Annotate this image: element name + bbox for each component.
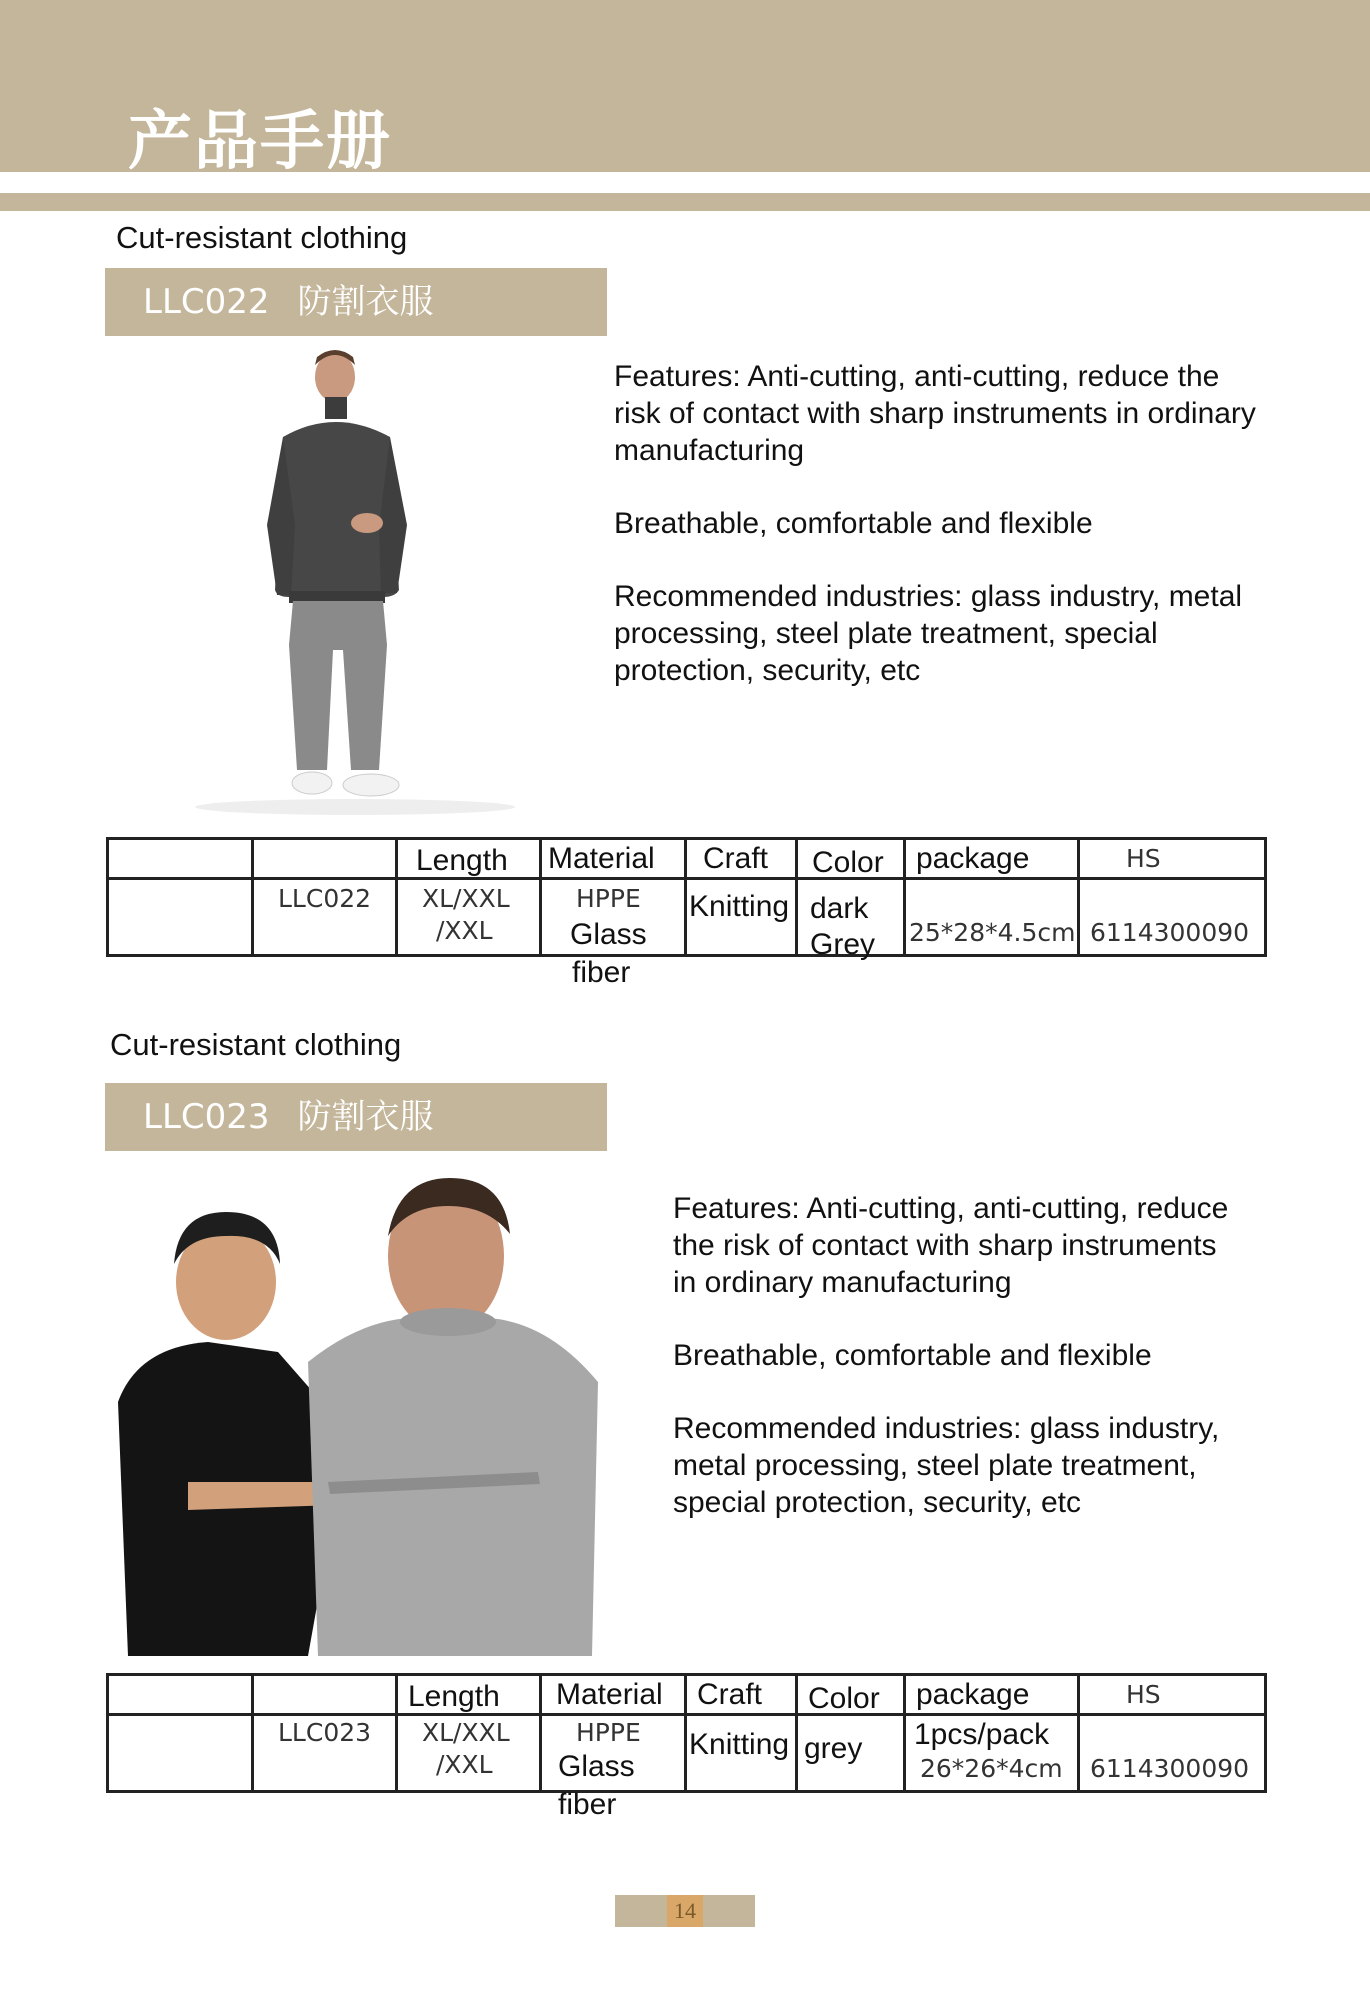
- model-value: LLC023: [278, 1718, 372, 1747]
- color-value-1: grey: [804, 1732, 863, 1765]
- row-material: [541, 1715, 686, 1821]
- benefits-text: Breathable, comfortable and flexible: [614, 507, 1093, 540]
- length-value-2: /XXL: [436, 1750, 493, 1779]
- page-number-box: [615, 1895, 755, 1927]
- page-number: 14: [667, 1895, 703, 1927]
- row-length: [397, 1715, 541, 1792]
- row-package: [905, 1715, 1079, 1792]
- craft-value: Knitting: [689, 890, 790, 923]
- header-color: [797, 839, 905, 879]
- product-description-llc022: [614, 358, 1274, 725]
- color-value-2: Grey: [810, 928, 876, 961]
- header-craft: [686, 1675, 797, 1715]
- header-craft-label: Craft: [703, 842, 769, 875]
- row-craft: [686, 879, 797, 956]
- row-hs: [1079, 879, 1266, 956]
- header-length: [397, 1675, 541, 1715]
- material-value-1: HPPE: [576, 884, 641, 913]
- craft-value: Knitting: [689, 1728, 790, 1761]
- product-code: LLC022: [143, 282, 270, 322]
- material-value-1: HPPE: [576, 1718, 641, 1747]
- header-length: [397, 839, 541, 879]
- row-material: [541, 879, 686, 989]
- section-label-llc022: Cut-resistant clothing: [116, 220, 408, 255]
- header-package-label: package: [916, 1678, 1030, 1711]
- header-material: [541, 1675, 686, 1715]
- model-value: LLC022: [278, 884, 372, 913]
- header-length-label: Length: [408, 1680, 500, 1713]
- header-hs-label: HS: [1126, 844, 1161, 873]
- header-color: [797, 1675, 905, 1715]
- catalog-title: 产品手册: [128, 105, 392, 179]
- header-cell-empty: [108, 839, 253, 879]
- row-color: [797, 879, 905, 961]
- length-value-2: /XXL: [436, 916, 493, 945]
- material-value-2: Glass: [558, 1750, 635, 1783]
- length-value-1: XL/XXL: [422, 884, 510, 913]
- features-text: Features: Anti-cutting, anti-cutting, reduce the risk of contact with sharp instruments in ordinary manufacturing: [673, 1192, 1229, 1299]
- section-label-llc023: Cut-resistant clothing: [110, 1027, 402, 1062]
- header-craft: [686, 839, 797, 879]
- spec-table-llc023: [106, 1673, 1267, 1821]
- header-color-label: Color: [812, 846, 884, 879]
- row-cell-empty: [108, 1715, 253, 1792]
- product-description-llc023: [673, 1190, 1233, 1557]
- header-material: [541, 839, 686, 879]
- product-name-cn: 防割衣服: [297, 282, 434, 322]
- header-length-label: Length: [416, 844, 508, 877]
- header-hs: [1079, 839, 1266, 879]
- header-hs: [1079, 1675, 1266, 1715]
- hs-value: 6114300090: [1090, 1754, 1250, 1783]
- header-package-label: package: [916, 842, 1030, 875]
- hs-value: 6114300090: [1090, 918, 1250, 947]
- row-hs: [1079, 1715, 1266, 1792]
- industries-text: Recommended industries: glass industry, metal processing, steel plate treatment, special protection, security, etc: [614, 580, 1243, 687]
- header-material-label: Material: [556, 1678, 663, 1711]
- package-value-2: 26*26*4cm: [920, 1754, 1063, 1783]
- row-craft: [686, 1715, 797, 1792]
- header-hs-label: HS: [1126, 1680, 1161, 1709]
- material-value-3: fiber: [558, 1788, 617, 1821]
- package-value-1: 1pcs/pack: [914, 1718, 1050, 1751]
- material-value-2: Glass: [570, 918, 647, 951]
- product-code: LLC023: [143, 1097, 270, 1137]
- product-photo-tshirt: [108, 1172, 608, 1656]
- spec-table-llc022: [106, 837, 1267, 989]
- row-color: [797, 1715, 905, 1792]
- header-package: [905, 839, 1079, 879]
- header-color-label: Color: [808, 1682, 880, 1715]
- header-material-label: Material: [548, 842, 655, 875]
- industries-text: Recommended industries: glass industry, metal processing, steel plate treatment, special protection, security, etc: [673, 1412, 1220, 1519]
- header-cell-empty: [108, 1675, 253, 1715]
- header-cell-model: [253, 1675, 397, 1715]
- row-model: [253, 879, 397, 956]
- header-cell-model: [253, 839, 397, 879]
- product-title-bar-llc022: [105, 268, 607, 336]
- header-craft-label: Craft: [697, 1678, 763, 1711]
- product-title-bar-llc023: [105, 1083, 607, 1151]
- package-value-2: 25*28*4.5cm: [909, 918, 1076, 947]
- header-stripe: [0, 193, 1370, 211]
- material-value-3: fiber: [572, 956, 631, 989]
- row-length: [397, 879, 541, 956]
- header-package: [905, 1675, 1079, 1715]
- row-model: [253, 1715, 397, 1792]
- product-photo-sweater: [185, 345, 525, 820]
- row-cell-empty: [108, 879, 253, 956]
- length-value-1: XL/XXL: [422, 1718, 510, 1747]
- color-value-1: dark: [810, 892, 869, 925]
- benefits-text: Breathable, comfortable and flexible: [673, 1339, 1152, 1372]
- features-text: Features: Anti-cutting, anti-cutting, reduce the risk of contact with sharp instruments in ordinary manufacturing: [614, 360, 1256, 467]
- row-package: [905, 879, 1079, 956]
- product-name-cn: 防割衣服: [297, 1097, 434, 1137]
